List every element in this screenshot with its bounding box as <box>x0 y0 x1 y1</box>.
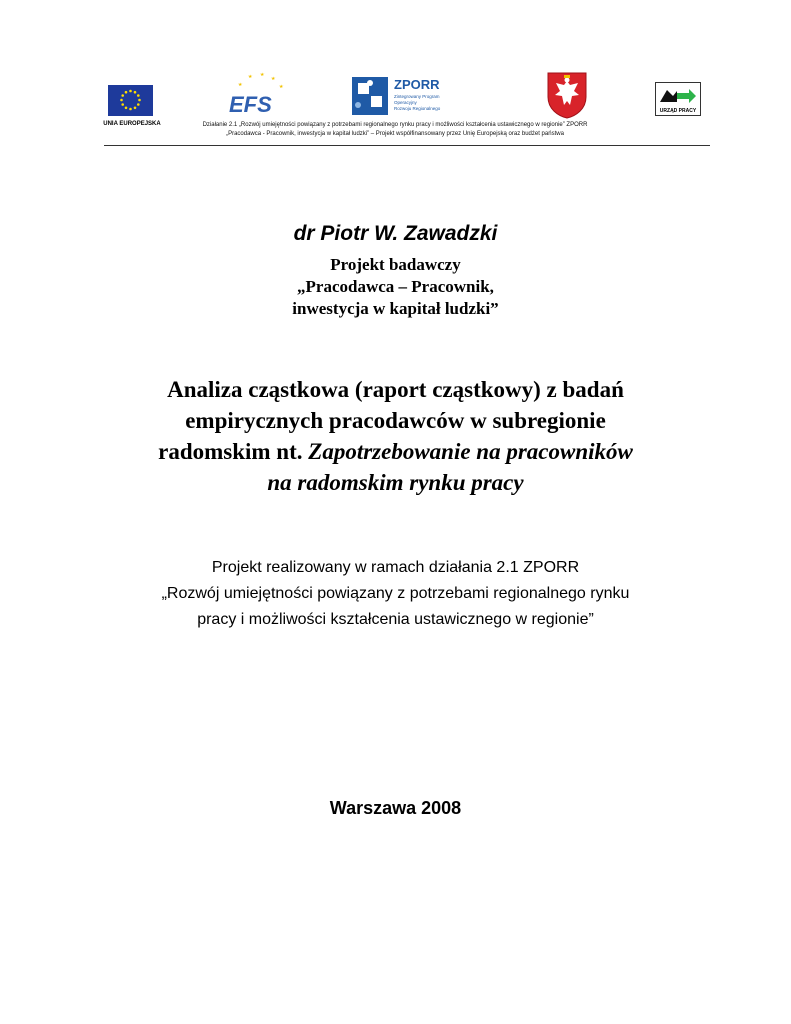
header-divider <box>104 145 710 146</box>
project-line-1: Projekt badawczy <box>330 255 461 274</box>
urzad-pracy-logo <box>655 82 701 116</box>
title-line-3-plain: radomskim nt. <box>158 439 309 464</box>
eu-label: UNIA EUROPEJSKA <box>103 121 161 127</box>
title-line-4: na radomskim rynku pracy <box>267 470 524 495</box>
header-note <box>180 121 610 139</box>
zporr-logo <box>350 75 455 117</box>
realized-line-2: „Rozwój umiejętności powiązany z potrzebami regionalnego rynku <box>161 585 630 602</box>
efs-stars-icon <box>238 73 283 89</box>
document-title <box>0 374 791 498</box>
project-block <box>0 254 791 320</box>
zporr-logo-line-2: Operacyjny <box>394 100 417 105</box>
title-line-3-italic: Zapotrzebowanie na pracowników <box>308 439 633 464</box>
zporr-logo-line-3: Rozwoju Regionalnego <box>394 106 441 111</box>
title-line-2: empirycznych pracodawców w subregionie <box>185 408 606 433</box>
eu-flag-logo <box>108 85 153 116</box>
project-line-3: inwestycja w kapitał ludzki” <box>292 299 499 318</box>
zporr-logo-line-1: Zintegrowany Program <box>394 94 440 99</box>
author-name: dr Piotr W. Zawadzki <box>293 222 498 245</box>
urzad-pracy-logo-text: URZĄD PRACY <box>659 108 697 114</box>
efs-logo <box>225 72 289 116</box>
title-line-1: Analiza cząstkowa (raport cząstkowy) z badań <box>167 377 624 402</box>
realized-line-3: pracy i możliwości kształcenia ustawicznego w regionie” <box>197 611 594 628</box>
realized-line-1: Projekt realizowany w ramach działania 2.1 ZPORR <box>211 559 580 576</box>
realization-note <box>0 555 791 633</box>
project-line-2: „Pracodawca – Pracownik, <box>297 277 494 296</box>
eu-stars-icon <box>108 85 153 116</box>
place-and-year: Warszawa 2008 <box>329 798 462 818</box>
coat-of-arms-logo <box>546 71 588 119</box>
header-note-line-2: „Pracodawca - Pracownik, inwestycja w kapitał ludzki” – Projekt współfinansowany przez Unię Europejską oraz budżet państwa <box>226 131 564 137</box>
header-note-line-1: Działanie 2.1 „Rozwój umiejętności powiązany z potrzebami regionalnego rynku pracy i możliwości kształcenia ustawicznego w regionie” ZPORR <box>202 122 588 128</box>
title-line-3 <box>0 436 791 467</box>
efs-logo-text: EFS <box>229 92 272 116</box>
zporr-logo-title: ZPORR <box>394 77 440 92</box>
puzzle-icon <box>352 77 388 115</box>
eagle-shield-icon <box>546 71 588 119</box>
